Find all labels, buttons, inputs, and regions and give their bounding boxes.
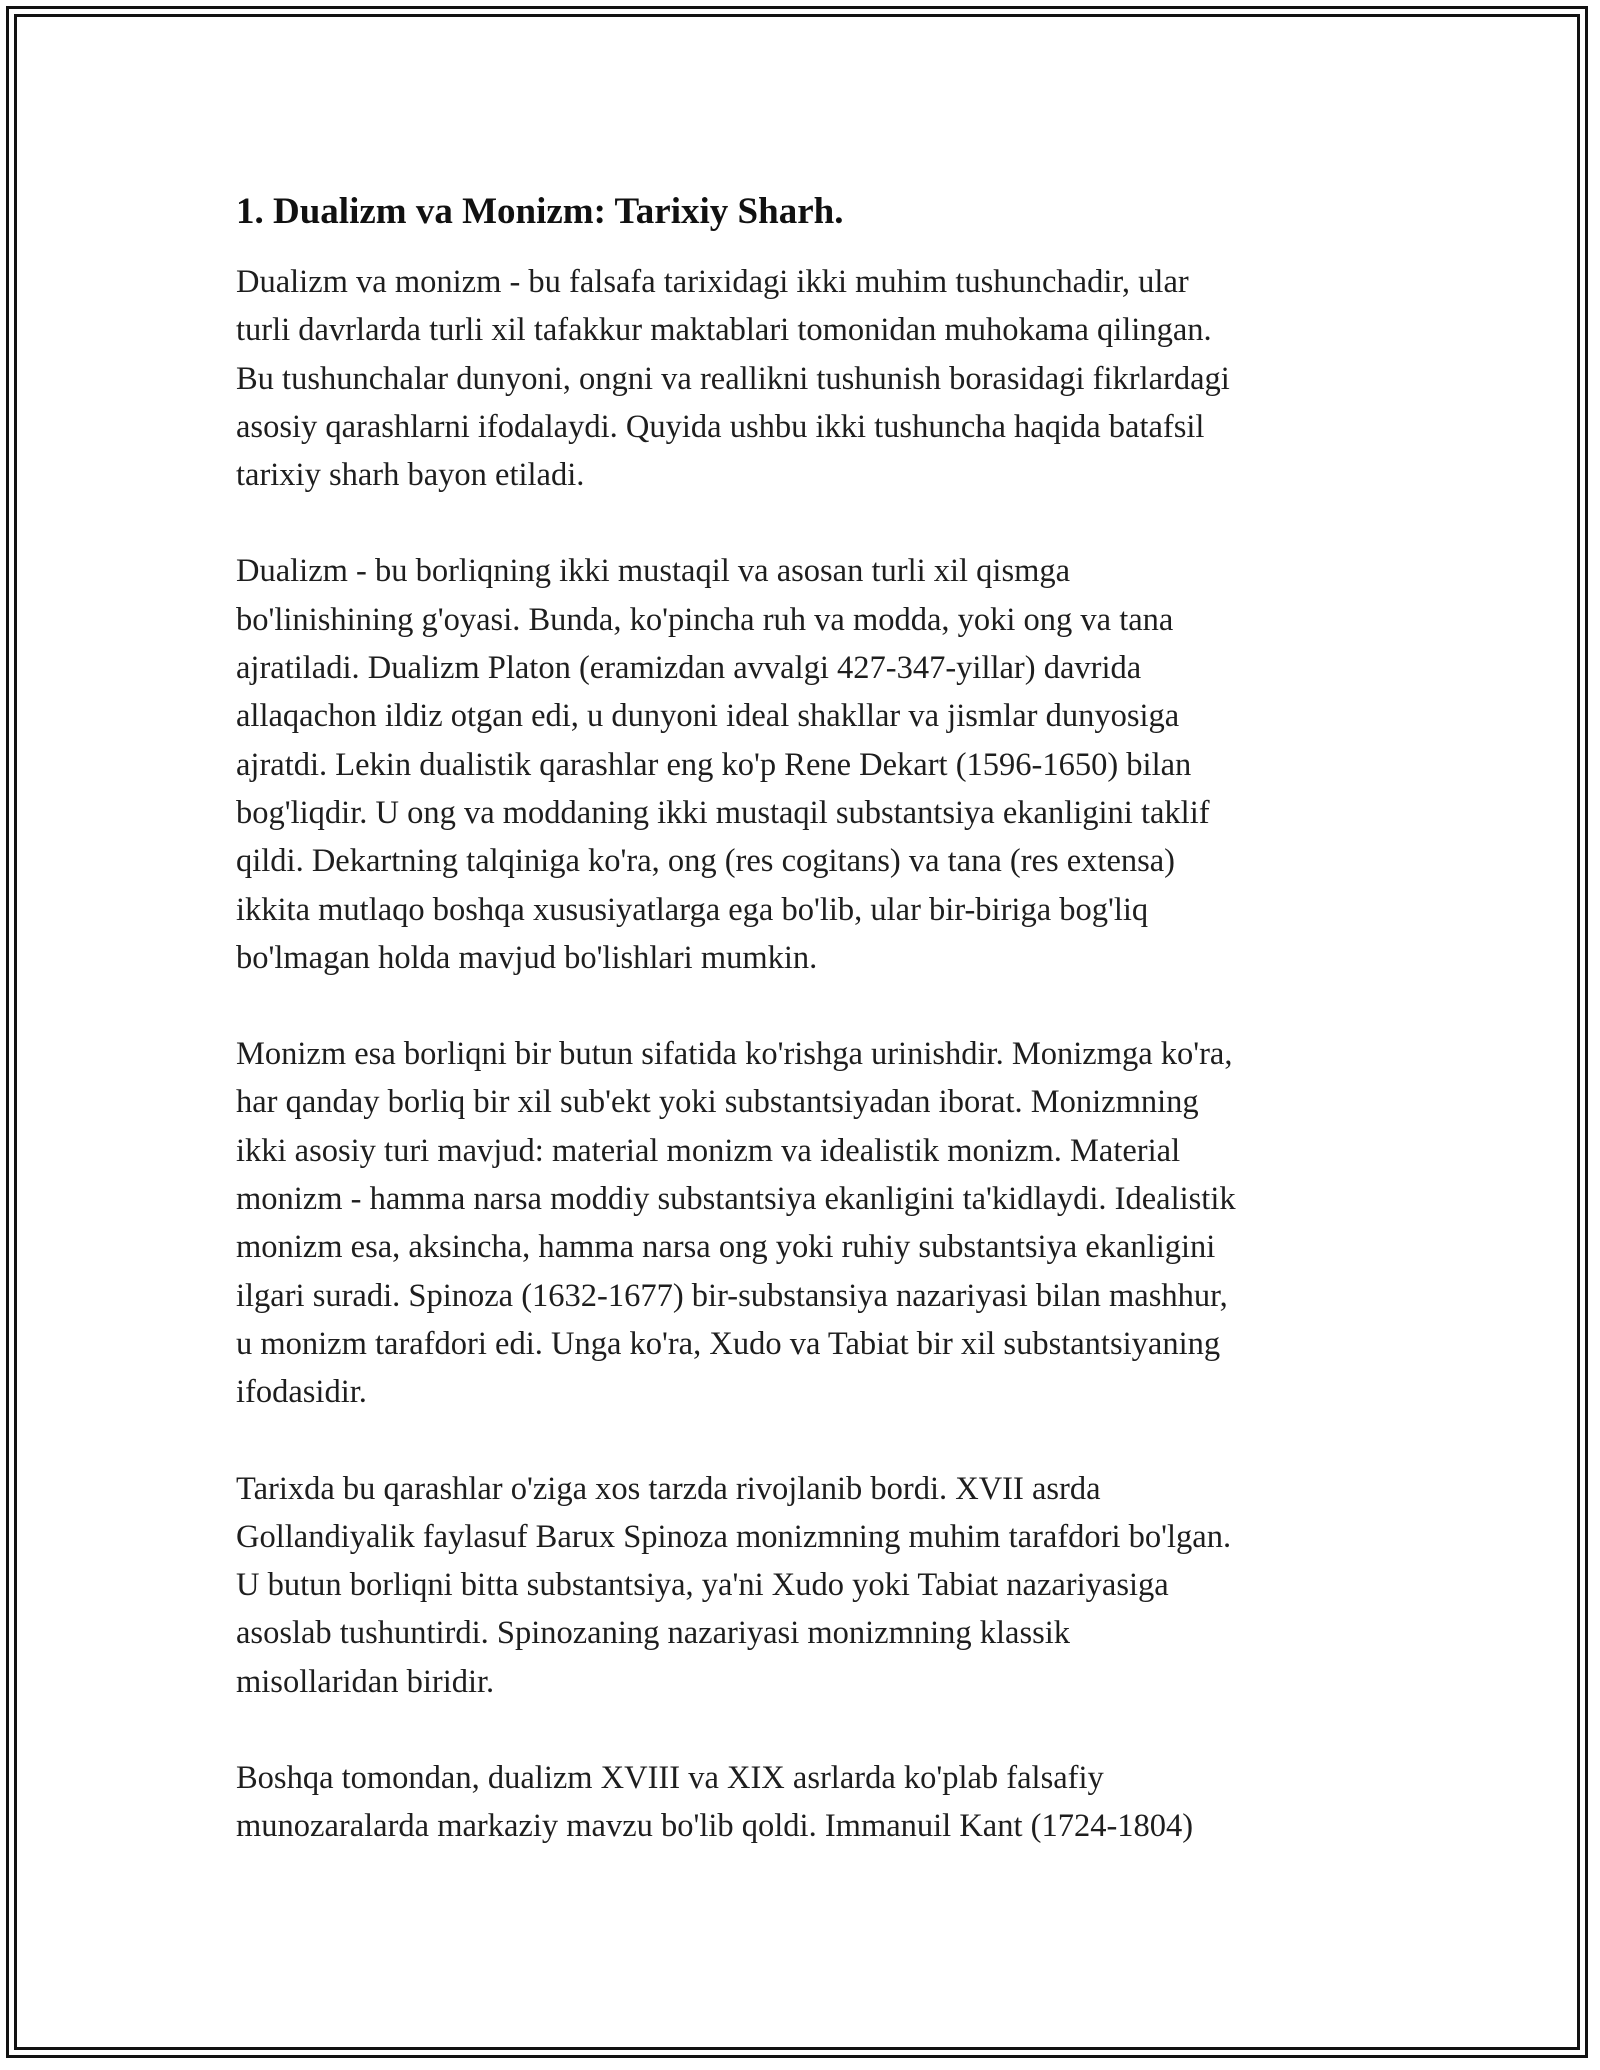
text-line: ilgari suradi. Spinoza (1632-1677) bir-substansiya nazariyasi bilan mashhur, — [236, 1277, 1228, 1314]
text-line: Dualizm va monizm - bu falsafa tarixidagi ikki muhim tushunchadir, ular — [236, 264, 1189, 300]
text-line: bog'liqdir. U ong va moddaning ikki mustaqil substantsiya ekanligini taklif — [236, 794, 1210, 831]
text-line: monizm esa, aksincha, hamma narsa ong yoki ruhiy substantsiya ekanligini — [236, 1229, 1216, 1266]
text-line: munozaralarda markaziy mavzu bo'lib qoldi. Immanuil Kant (1724-1804) — [236, 1808, 1194, 1845]
paragraph-monism — [236, 1030, 1376, 1416]
text-line: tarixiy sharh bayon etiladi. — [236, 457, 585, 494]
text-line: Bu tushunchalar dunyoni, ongni va reallikni tushunish borasidagi fikrlardagi — [236, 360, 1230, 397]
text-line: asoslab tushuntirdi. Spinozaning nazariyasi monizmning klassik — [236, 1615, 1071, 1652]
text-line: asosiy qarashlarni ifodalaydi. Quyida ushbu ikki tushuncha haqida batafsil — [236, 408, 1205, 445]
paragraph-kant — [236, 1754, 1376, 1851]
text-line: ikki asosiy turi mavjud: material monizm va idealistik monizm. Material — [236, 1132, 1181, 1169]
document-body — [236, 188, 1376, 1899]
text-line: turli davrlarda turli xil tafakkur maktablari tomonidan muhokama qilingan. — [236, 312, 1212, 349]
paragraph-dualism — [236, 547, 1376, 982]
text-line: qildi. Dekartning talqiniga ko'ra, ong (res cogitans) va tana (res extensa) — [236, 843, 1176, 880]
text-line: bo'lmagan holda mavjud bo'lishlari mumkin. — [236, 939, 818, 976]
text-line: u monizm tarafdori edi. Unga ko'ra, Xudo va Tabiat bir xil substantsiyaning — [236, 1325, 1221, 1362]
text-line: ajratiladi. Dualizm Platon (eramizdan avvalgi 427-347-yillar) davrida — [236, 650, 1142, 687]
text-line: U butun borliqni bitta substantsiya, ya'ni Xudo yoki Tabiat nazariyasiga — [236, 1567, 1169, 1604]
text-line: Dualizm - bu borliqning ikki mustaqil va asosan turli xil qismga — [236, 553, 1071, 590]
text-line: Monizm esa borliqni bir butun sifatida ko'rishga urinishdir. Monizmga ko'ra, — [236, 1036, 1233, 1073]
text-line: ikkita mutlaqo boshqa xususiyatlarga ega bo'lib, ular bir-biriga bog'liq — [236, 891, 1149, 928]
text-line: ajratdi. Lekin dualistik qarashlar eng ko'p Rene Dekart (1596-1650) bilan — [236, 746, 1192, 783]
text-line: Boshqa tomondan, dualizm XVIII va XIX asrlarda ko'plab falsafiy — [236, 1760, 1104, 1797]
text-line: har qanday borliq bir xil sub'ekt yoki substantsiyadan iborat. Monizmning — [236, 1084, 1199, 1121]
paragraph-intro — [236, 258, 1376, 499]
text-line: Tarixda bu qarashlar o'ziga xos tarzda rivojlanib bordi. XVII asrda — [236, 1470, 1101, 1507]
paragraph-history — [236, 1465, 1376, 1706]
text-line: Gollandiyalik faylasuf Barux Spinoza monizmning muhim tarafdori bo'lgan. — [236, 1518, 1232, 1555]
document-title: 1. Dualizm va Monizm: Tarixiy Sharh. — [236, 191, 844, 232]
text-line: ifodasidir. — [236, 1374, 367, 1411]
text-line: allaqachon ildiz otgan edi, u dunyoni ideal shakllar va jismlar dunyosiga — [236, 698, 1180, 735]
text-line: misollaridan biridir. — [236, 1663, 495, 1700]
text-line: monizm - hamma narsa moddiy substantsiya ekanligini ta'kidlaydi. Idealistik — [236, 1181, 1236, 1218]
text-line: bo'linishining g'oyasi. Bunda, ko'pincha ruh va modda, yoki ong va tana — [236, 601, 1174, 638]
